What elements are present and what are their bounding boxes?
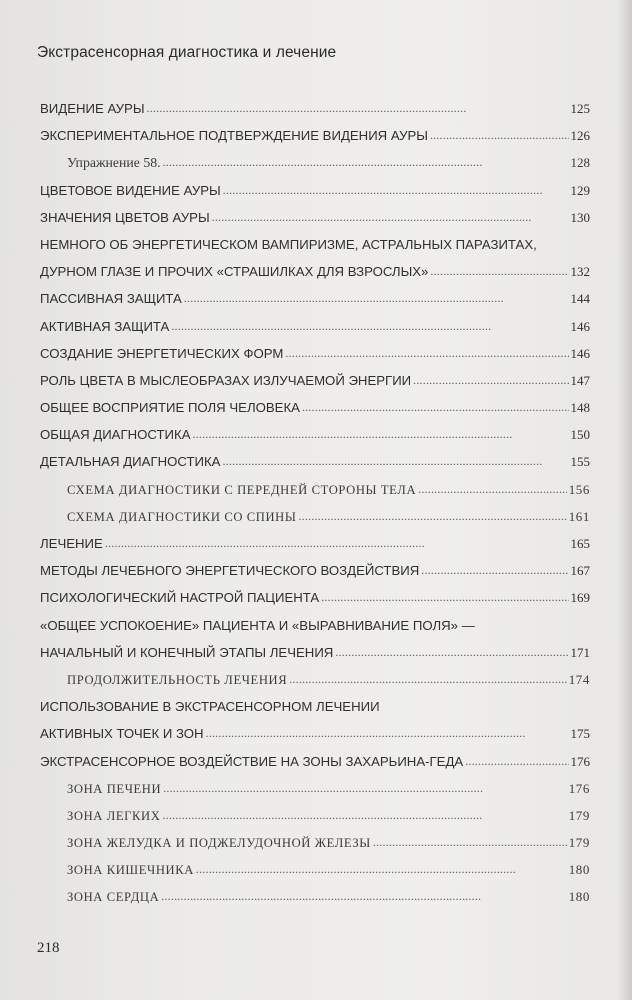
toc-entry[interactable]: [40, 285, 590, 312]
toc-entry[interactable]: [40, 448, 590, 475]
toc-entry-page: 176: [568, 780, 590, 796]
toc-leader-dots: [285, 339, 568, 367]
toc-leader-dots: [418, 476, 567, 503]
toc-entry-page: 150: [570, 427, 590, 443]
toc-entry-page: 125: [570, 101, 590, 116]
toc-entry-page: 130: [570, 209, 590, 225]
toc-entry[interactable]: [40, 584, 590, 611]
page-number: 218: [37, 940, 60, 956]
toc-entry-page: 180: [568, 889, 590, 905]
toc-entry[interactable]: [40, 476, 590, 503]
toc-entry[interactable]: [40, 394, 590, 421]
toc-entry-title: ВИДЕНИЕ АУРЫ: [40, 101, 145, 116]
toc-leader-dots: [321, 583, 568, 611]
running-head: Экстрасенсорная диагностика и лечение: [37, 44, 337, 61]
table-of-contents: [40, 95, 590, 911]
toc-entry-title: МЕТОДЫ ЛЕЧЕБНОГО ЭНЕРГЕТИЧЕСКОГО ВОЗДЕЙСТВИЯ: [40, 563, 420, 579]
toc-entry-title: ЭКСТРАСЕНСОРНОЕ ВОЗДЕЙСТВИЕ НА ЗОНЫ ЗАХАРЬИНА-ГЕДА: [40, 753, 464, 769]
toc-entry-page: 144: [570, 291, 590, 307]
toc-entry-page: 165: [570, 536, 590, 551]
toc-leader-dots: [430, 121, 569, 149]
toc-entry[interactable]: [40, 856, 590, 883]
toc-entry-page: 176: [570, 753, 590, 769]
toc-entry-page: 175: [570, 726, 590, 742]
toc-leader-dots: [465, 747, 568, 775]
toc-entry[interactable]: [40, 367, 590, 394]
toc-entry[interactable]: [40, 720, 590, 747]
toc-entry[interactable]: [40, 748, 590, 775]
toc-entry-title: ЗОНА КИШЕЧНИКА: [67, 863, 194, 878]
toc-leader-dots: [298, 503, 566, 530]
toc-entry-page: 148: [570, 400, 590, 416]
toc-entry-page: 161: [568, 508, 590, 524]
toc-entry[interactable]: [40, 557, 590, 584]
toc-entry-page: 146: [570, 345, 590, 361]
toc-leader-dots: [192, 420, 568, 448]
toc-leader-dots: [373, 829, 567, 856]
toc-entry[interactable]: [40, 95, 590, 122]
toc-entry-title: ПСИХОЛОГИЧЕСКИЙ НАСТРОЙ ПАЦИЕНТА: [40, 590, 320, 606]
toc-entry-title: ЦВЕТОВОЕ ВИДЕНИЕ АУРЫ: [40, 182, 221, 198]
toc-entry-title: АКТИВНАЯ ЗАЩИТА: [40, 318, 170, 334]
toc-entry-page: 174: [568, 671, 590, 687]
toc-entry-title: ПАССИВНАЯ ЗАЩИТА: [40, 291, 182, 307]
toc-entry-title: ЭКСПЕРИМЕНТАЛЬНОЕ ПОДТВЕРЖДЕНИЕ ВИДЕНИЯ АУРЫ: [40, 128, 428, 144]
toc-leader-dots: [413, 366, 568, 394]
toc-entry-page: 128: [570, 155, 590, 171]
toc-entry-page: 179: [568, 807, 590, 823]
toc-entry[interactable]: [40, 612, 590, 639]
toc-entry-page: 129: [570, 182, 590, 198]
toc-entry[interactable]: [40, 829, 590, 856]
toc-entry-page: 147: [570, 372, 590, 388]
toc-leader-dots: [206, 719, 569, 747]
toc-leader-dots: [212, 203, 569, 231]
toc-entry[interactable]: [40, 503, 590, 530]
toc-entry-page: 179: [568, 835, 590, 851]
toc-entry-title: НАЧАЛЬНЫЙ И КОНЕЧНЫЙ ЭТАПЫ ЛЕЧЕНИЯ: [40, 644, 334, 660]
toc-entry-title: СОЗДАНИЕ ЭНЕРГЕТИЧЕСКИХ ФОРМ: [40, 345, 284, 361]
toc-entry[interactable]: [40, 421, 590, 448]
toc-entry[interactable]: [40, 530, 590, 557]
toc-entry-page: 167: [570, 563, 590, 579]
toc-leader-dots: [430, 257, 568, 285]
toc-entry-page: 132: [570, 264, 590, 280]
toc-entry[interactable]: [40, 693, 590, 720]
toc-entry-title: Упражнение 58.: [67, 155, 161, 171]
toc-leader-dots: [147, 94, 569, 122]
toc-entry-title: НЕМНОГО ОБ ЭНЕРГЕТИЧЕСКОМ ВАМПИРИЗМЕ, АСТРАЛЬНЫХ ПАРАЗИТАХ,: [40, 236, 537, 252]
toc-entry-title: РОЛЬ ЦВЕТА В МЫСЛЕОБРАЗАХ ИЗЛУЧАЕМОЙ ЭНЕРГИИ: [40, 372, 412, 388]
toc-entry-page: 180: [568, 862, 590, 878]
toc-entry-title: ПРОДОЛЖИТЕЛЬНОСТЬ ЛЕЧЕНИЯ: [67, 672, 288, 687]
toc-entry-title: СХЕМА ДИАГНОСТИКИ С ПЕРЕДНЕЙ СТОРОНЫ ТЕЛА: [67, 482, 417, 497]
toc-entry-title: ЗНАЧЕНИЯ ЦВЕТОВ АУРЫ: [40, 209, 210, 225]
toc-entry-title: АКТИВНЫХ ТОЧЕК И ЗОН: [40, 726, 204, 742]
toc-entry[interactable]: [40, 666, 590, 693]
toc-entry[interactable]: [40, 639, 590, 666]
toc-leader-dots: [335, 638, 568, 666]
toc-entry[interactable]: [40, 258, 590, 285]
toc-entry-title: ЛЕЧЕНИЕ: [40, 536, 103, 551]
toc-leader-dots: [163, 148, 569, 176]
toc-entry-title: ЗОНА ПЕЧЕНИ: [67, 781, 162, 796]
toc-leader-dots: [421, 556, 568, 584]
toc-leader-dots: [196, 856, 567, 883]
toc-entry[interactable]: [40, 883, 590, 910]
toc-entry-title: ЗОНА ЛЕГКИХ: [67, 808, 161, 823]
toc-leader-dots: [162, 802, 566, 829]
toc-entry-title: ДУРНОМ ГЛАЗЕ И ПРОЧИХ «СТРАШИЛКАХ ДЛЯ ВЗРОСЛЫХ»: [40, 264, 429, 280]
toc-leader-dots: [161, 883, 566, 910]
toc-leader-dots: [302, 393, 569, 421]
toc-leader-dots: [222, 447, 568, 475]
toc-entry-title: ДЕТАЛЬНАЯ ДИАГНОСТИКА: [40, 454, 221, 470]
toc-entry-title: ЗОНА СЕРДЦА: [67, 890, 160, 905]
toc-entry[interactable]: [40, 177, 590, 204]
toc-entry[interactable]: [40, 231, 590, 258]
toc-entry[interactable]: [40, 149, 590, 176]
toc-entry[interactable]: [40, 204, 590, 231]
toc-entry-title: ЗОНА ЖЕЛУДКА И ПОДЖЕЛУДОЧНОЙ ЖЕЛЕЗЫ: [67, 836, 371, 851]
toc-entry-page: 171: [570, 644, 590, 660]
toc-leader-dots: [105, 529, 569, 557]
toc-entry[interactable]: [40, 122, 590, 149]
toc-leader-dots: [171, 312, 568, 340]
toc-entry[interactable]: [40, 313, 590, 340]
toc-entry-page: 169: [570, 590, 590, 606]
toc-leader-dots: [163, 775, 566, 802]
toc-entry-title: «ОБЩЕЕ УСПОКОЕНИЕ» ПАЦИЕНТА И «ВЫРАВНИВАНИЕ ПОЛЯ» —: [40, 617, 475, 633]
toc-entry[interactable]: [40, 775, 590, 802]
toc-entry-title: СХЕМА ДИАГНОСТИКИ СО СПИНЫ: [67, 509, 297, 524]
toc-leader-dots: [289, 666, 566, 693]
toc-entry-title: ОБЩЕЕ ВОСПРИЯТИЕ ПОЛЯ ЧЕЛОВЕКА: [40, 400, 300, 416]
toc-leader-dots: [184, 284, 569, 312]
toc-entry[interactable]: [40, 802, 590, 829]
toc-entry-page: 156: [568, 481, 590, 497]
toc-entry-page: 146: [570, 318, 590, 334]
toc-entry-page: 155: [570, 454, 590, 470]
toc-leader-dots: [223, 176, 569, 204]
toc-entry-title: ОБЩАЯ ДИАГНОСТИКА: [40, 427, 191, 443]
toc-entry-title: ИСПОЛЬЗОВАНИЕ В ЭКСТРАСЕНСОРНОМ ЛЕЧЕНИИ: [40, 699, 380, 715]
toc-entry-page: 126: [570, 128, 590, 144]
toc-entry[interactable]: [40, 340, 590, 367]
